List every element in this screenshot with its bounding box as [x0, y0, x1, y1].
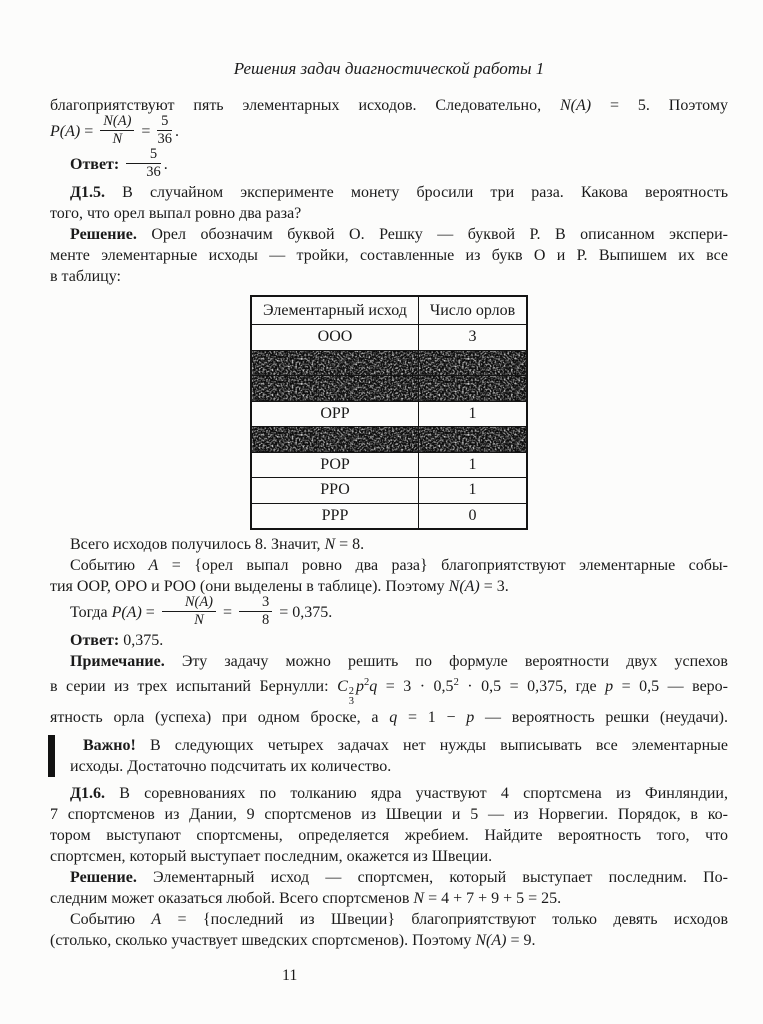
text-run: p: [355, 678, 364, 695]
text-run: Ответ:: [70, 632, 124, 649]
text-run: Решение.: [70, 869, 154, 886]
text-run: Событию: [70, 557, 149, 574]
answer-line-0375: [50, 630, 728, 651]
text-run: · 0,5 = 0,375, где: [458, 678, 606, 695]
text-run: A: [148, 557, 159, 574]
remark-line2-bernoulli: [50, 672, 728, 707]
important-note-line1: [70, 735, 728, 756]
fraction: $\frac{5}{36}$: [126, 147, 161, 180]
heads-cell: 1: [419, 478, 528, 504]
text-run: тия ООР, ОРО и РОО (они выделены в таблице). Поэтому: [50, 578, 449, 595]
heads-cell: 1: [419, 401, 528, 427]
heads-cell: 3: [419, 325, 528, 351]
text-run: = 9.: [506, 932, 536, 949]
text-run: спортсмен, который выступает последним, окажется из Швеции.: [50, 848, 493, 865]
text-run: N: [324, 536, 336, 553]
text-run: = 0,375.: [275, 604, 333, 622]
text-run: ятность орла (успеха) при одном броске, а: [50, 709, 390, 726]
event-a-d16-line2: [50, 930, 728, 951]
text-run: =: [219, 604, 237, 622]
problem-d16-line4: [50, 846, 728, 867]
text-run: = 0,5 — веро-: [613, 678, 729, 695]
text-run: в таблицу:: [50, 268, 121, 285]
text-run: = {орел выпал ровно два раза} благоприятствуют элементарные собы-: [158, 557, 728, 574]
table-row-highlighted: [251, 350, 527, 376]
heads-cell-highlighted: [419, 350, 528, 376]
formula-probability-5-36: [50, 113, 728, 149]
solution-d15-line2: [50, 245, 728, 266]
text-run: = 1 −: [397, 709, 467, 726]
text-run: исходы. Достаточно подсчитать их количество.: [70, 758, 392, 775]
col-header-heads: Число орлов: [419, 296, 528, 325]
solution-d16-line1: [50, 867, 728, 888]
heads-cell: 0: [419, 503, 528, 529]
text-run: Орел обозначим буквой О. Решку — буквой Р. В описанном экспери-: [151, 226, 729, 243]
stacked-sub-sup: 2 3: [348, 686, 354, 707]
outcome-cell-highlighted: [251, 376, 419, 402]
table-header-row: [251, 296, 527, 325]
text-run: Событию: [70, 911, 152, 928]
problem-d15-line2: [50, 203, 728, 224]
text-run: N(A): [559, 97, 592, 114]
text-run: (столько, сколько участвует шведских спортсменов). Поэтому: [50, 932, 476, 949]
problem-d16-line2: [50, 804, 728, 825]
text-run: благоприятствуют пять элементарных исходов. Следовательно,: [50, 97, 560, 114]
table-row: [251, 478, 527, 504]
text-run: в серии из трех испытаний Бернулли:: [50, 678, 338, 695]
text-run: менте элементарные исходы — тройки, составленные из букв О и Р. Выпишем их все: [50, 247, 728, 264]
problem-d16-line1: [50, 783, 728, 804]
highlight-noise-texture: [252, 427, 418, 452]
text-run: p: [466, 709, 475, 726]
fraction: $\frac{N(A)}{N}$: [100, 114, 134, 147]
text-run: Примечание.: [70, 653, 182, 670]
event-a-d16-line1: [50, 909, 728, 930]
outcome-cell: ООО: [251, 325, 419, 351]
text-run: = 4 + 7 + 9 + 5 = 25.: [424, 890, 562, 907]
text-run: C: [337, 678, 348, 695]
text-run: A: [151, 911, 162, 928]
text-run: Элементарный исход — спортсмен, который выступает последним. По-: [153, 869, 728, 886]
fraction: $\frac{5}{36}$: [157, 113, 172, 147]
text-run: Решение.: [70, 226, 152, 243]
highlight-noise-texture: [419, 351, 526, 376]
remark-line3: [50, 707, 728, 728]
text-run: В случайном эксперименте монету бросили три раза. Какова вероятность: [122, 184, 728, 201]
event-a-line2: [50, 576, 728, 597]
problem-d16-line3: [50, 825, 728, 846]
outcome-cell: РРР: [251, 503, 419, 529]
table-row: [251, 325, 527, 351]
event-a-line1: [50, 555, 728, 576]
text-run: тором выступают спортсмены, определяется жребием. Найдите вероятность того, что: [50, 827, 728, 844]
text-run: Д1.5.: [70, 184, 123, 201]
highlight-noise-texture: [252, 351, 418, 376]
remark-line1: [50, 651, 728, 672]
text-run: .: [174, 123, 179, 141]
fraction: $\frac{3}{8}$: [239, 595, 272, 628]
outcome-cell: РОР: [251, 452, 419, 478]
solution-d16-line2: [50, 888, 728, 909]
text-run: = 5. Поэтому: [591, 97, 728, 114]
outcomes-table: [250, 295, 528, 530]
text-run: =: [137, 123, 155, 141]
important-note: [48, 735, 728, 777]
solution-d15-line3: [50, 266, 728, 287]
text-run: Всего исходов получилось 8. Значит,: [70, 536, 325, 553]
highlight-noise-texture: [419, 427, 526, 452]
text-run: = {последний из Швеции} благоприятствуют только девять исходов: [161, 911, 728, 928]
outcome-cell-highlighted: [251, 350, 419, 376]
col-header-outcome: Элементарный исход: [251, 296, 419, 325]
text-run: В следующих четырех задачах нет нужды выписывать все элементарные: [149, 737, 728, 754]
highlight-noise-texture: [419, 376, 526, 401]
running-head: Решения задач диагностической работы 1: [233, 59, 545, 78]
text-run: В соревнованиях по толканию ядра участвуют 4 спортсмена из Финляндии,: [119, 785, 728, 802]
text-run: Д1.6.: [70, 785, 120, 802]
table-row: [251, 452, 527, 478]
outcome-cell: ОРР: [251, 401, 419, 427]
outcome-cell: РРО: [251, 478, 419, 504]
formula-probability-3-8: [50, 594, 728, 630]
text-run: того, что орел выпал ровно два раза?: [50, 205, 302, 222]
highlight-noise-texture: [252, 376, 418, 401]
text-run: = 3 · 0,5: [377, 678, 454, 695]
text-run: 2: [453, 677, 459, 688]
text-run: 7 спортсменов из Дании, 9 спортсменов из Швеции и 5 — из Норвегии. Порядок, в ко-: [50, 806, 728, 823]
text-run: 2: [363, 677, 370, 688]
table-row: [251, 503, 527, 529]
table-row-highlighted: [251, 376, 527, 402]
text-run: = 8.: [335, 536, 365, 553]
heads-cell: 1: [419, 452, 528, 478]
text-run: = 3.: [479, 578, 509, 595]
important-note-line2: [70, 756, 728, 777]
table-row-highlighted: [251, 427, 527, 453]
text-run: 0,375.: [123, 632, 164, 649]
problem-d15-line1: [50, 182, 728, 203]
text-run: N(A): [475, 932, 507, 949]
text-run: q: [369, 678, 378, 695]
text-run: =: [141, 604, 159, 622]
text-line-carryover: [50, 95, 728, 116]
page-number: 11: [282, 967, 298, 984]
text-run: p: [605, 678, 614, 695]
totals-line: [50, 534, 728, 555]
text-run: Ответ:: [70, 156, 124, 174]
text-run: Тогда: [70, 604, 112, 622]
text-run: P(A): [50, 123, 81, 141]
table-row: [251, 401, 527, 427]
heads-cell-highlighted: [419, 427, 528, 453]
solution-d15-line1: [50, 224, 728, 245]
text-run: q: [389, 709, 398, 726]
outcome-cell-highlighted: [251, 427, 419, 453]
text-run: N: [413, 890, 425, 907]
text-run: Важно!: [83, 737, 150, 754]
heads-cell-highlighted: [419, 376, 528, 402]
answer-line-5-36: [50, 146, 728, 182]
text-run: .: [163, 156, 168, 174]
text-run: P(A): [111, 604, 142, 622]
text-run: — вероятность решки (неудачи).: [474, 709, 728, 726]
fraction: $\frac{N(A)}{N}$: [162, 595, 216, 628]
text-run: N(A): [448, 578, 480, 595]
text-run: Эту задачу можно решить по формуле вероятности двух успехов: [181, 653, 728, 670]
text-run: =: [80, 123, 98, 141]
text-run: следним может оказаться любой. Всего спортсменов: [50, 890, 414, 907]
